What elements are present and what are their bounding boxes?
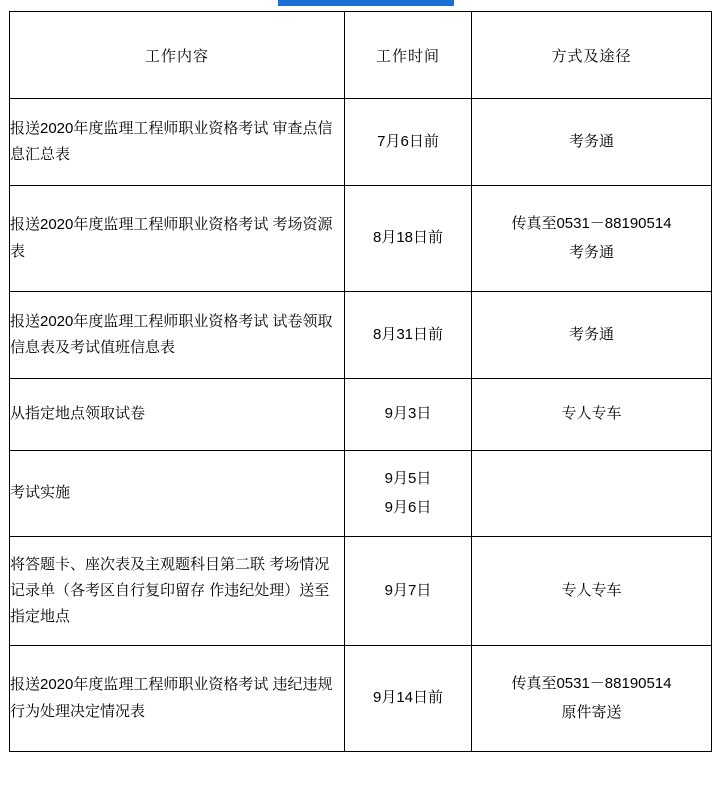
- cell-method: 传真至0531－88190514 原件寄送: [472, 646, 712, 752]
- cell-work-time: 9月14日前: [345, 646, 472, 752]
- cell-work-content: 报送2020年度监理工程师职业资格考试 考场资源表: [10, 186, 345, 292]
- cell-work-time: 8月31日前: [345, 292, 472, 379]
- column-header-work-content: 工作内容: [10, 12, 345, 99]
- cell-work-time: 8月18日前: [345, 186, 472, 292]
- top-accent-bar: [278, 0, 454, 6]
- cell-method: 专人专车: [472, 537, 712, 646]
- cell-work-content: 报送2020年度监理工程师职业资格考试 审查点信息汇总表: [10, 99, 345, 186]
- table-row: [10, 537, 712, 646]
- table-row: [10, 379, 712, 451]
- exam-schedule-table: [9, 11, 712, 752]
- column-header-work-time: 工作时间: [345, 12, 472, 99]
- cell-method: 考务通: [472, 99, 712, 186]
- table-header-row: [10, 12, 712, 99]
- cell-work-time: 9月3日: [345, 379, 472, 451]
- column-header-method: 方式及途径: [472, 12, 712, 99]
- cell-work-time: 7月6日前: [345, 99, 472, 186]
- cell-method: 考务通: [472, 292, 712, 379]
- cell-work-content: 报送2020年度监理工程师职业资格考试 违纪违规行为处理决定情况表: [10, 646, 345, 752]
- table-row: [10, 186, 712, 292]
- cell-work-content: 报送2020年度监理工程师职业资格考试 试卷领取信息表及考试值班信息表: [10, 292, 345, 379]
- cell-work-time: 9月7日: [345, 537, 472, 646]
- cell-method: 专人专车: [472, 379, 712, 451]
- table-row: [10, 99, 712, 186]
- cell-work-content: 将答题卡、座次表及主观题科目第二联 考场情况记录单（各考区自行复印留存 作违纪处理）送至指定地点: [10, 537, 345, 646]
- cell-method: 传真至0531－88190514 考务通: [472, 186, 712, 292]
- table-row: [10, 292, 712, 379]
- cell-work-time: 9月5日 9月6日: [345, 451, 472, 537]
- cell-work-content: 从指定地点领取试卷: [10, 379, 345, 451]
- table-row: [10, 451, 712, 537]
- cell-method: [472, 451, 712, 537]
- cell-work-content: 考试实施: [10, 451, 345, 537]
- table-row: [10, 646, 712, 752]
